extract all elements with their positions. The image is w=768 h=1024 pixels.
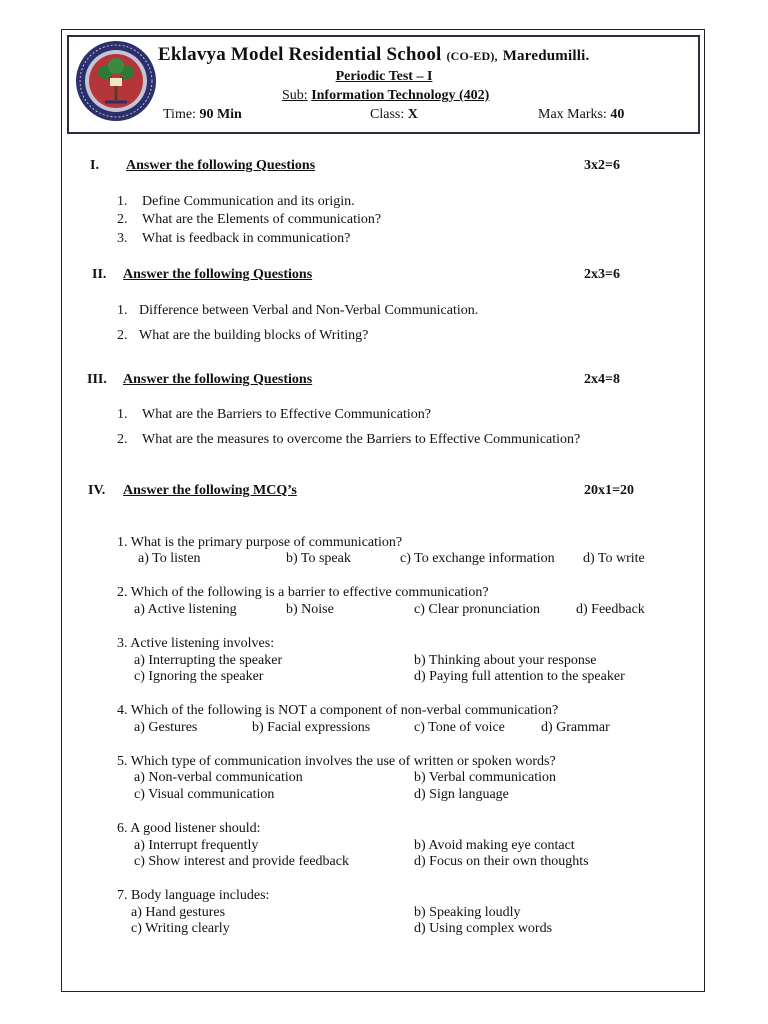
mcq-option: c) Show interest and provide feedback: [134, 854, 349, 869]
question-text: What are the building blocks of Writing?: [139, 328, 369, 343]
time-label: Time:: [163, 107, 196, 122]
section-title: Answer the following MCQ’s: [123, 483, 297, 498]
mcq-option: a) Hand gestures: [131, 905, 226, 920]
mcq-option: a) Gestures: [134, 720, 198, 735]
section-marks: 2x4=8: [584, 372, 620, 387]
mcq-option: c) Writing clearly: [131, 921, 230, 936]
section-number: I.: [90, 158, 99, 173]
mcq-option: d) Paying full attention to the speaker: [414, 669, 625, 684]
section-marks: 3x2=6: [584, 158, 620, 173]
mcq-option: b) Verbal communication: [414, 770, 557, 785]
mcq-question: 6. A good listener should:: [117, 821, 261, 836]
test-name: Periodic Test – I: [335, 69, 433, 84]
school-location: Maredumilli.: [502, 48, 590, 64]
section-marks: 2x3=6: [584, 267, 620, 282]
section-title: Answer the following Questions: [123, 372, 313, 387]
question-text: Difference between Verbal and Non-Verbal Communication.: [139, 303, 479, 318]
school-type: (CO-ED),: [446, 49, 498, 63]
question-number: 1.: [117, 303, 128, 318]
question-number: 1.: [117, 194, 128, 209]
mcq-option: a) Non-verbal communication: [134, 770, 303, 785]
question-text: What are the measures to overcome the Barriers to Effective Communication?: [142, 432, 581, 447]
question-number: 2.: [117, 328, 128, 343]
mcq-option: d) Feedback: [576, 602, 645, 617]
question-number: 3.: [117, 231, 128, 246]
mcq-question: 4. Which of the following is NOT a component of non-verbal communication?: [117, 703, 559, 718]
marks-value: 40: [610, 107, 625, 122]
mcq-question: 1. What is the primary purpose of communication?: [117, 535, 403, 550]
mcq-option: d) To write: [583, 551, 645, 566]
question-text: What are the Barriers to Effective Communication?: [142, 407, 431, 422]
mcq-option: b) Avoid making eye contact: [414, 838, 575, 853]
section-marks: 20x1=20: [584, 483, 634, 498]
school-name: Eklavya Model Residential School: [158, 44, 442, 65]
class-value: X: [407, 107, 418, 122]
mcq-option: d) Focus on their own thoughts: [414, 854, 589, 869]
mcq-option: b) Thinking about your response: [414, 653, 597, 668]
mcq-option: b) Speaking loudly: [414, 905, 521, 920]
class-label: Class:: [370, 107, 405, 122]
mcq-question: 2. Which of the following is a barrier to effective communication?: [117, 585, 489, 600]
section-number: III.: [87, 372, 107, 387]
mcq-question: 7. Body language includes:: [117, 888, 270, 903]
marks-label: Max Marks:: [538, 107, 607, 122]
mcq-question: 3. Active listening involves:: [117, 636, 275, 651]
mcq-option: d) Grammar: [541, 720, 610, 735]
section-title: Answer the following Questions: [126, 158, 316, 173]
mcq-option: b) Noise: [286, 602, 334, 617]
mcq-option: a) Interrupt frequently: [134, 838, 259, 853]
mcq-option: a) Active listening: [134, 602, 237, 617]
question-number: 2.: [117, 212, 128, 227]
time-info: [163, 107, 242, 123]
time-value: 90 Min: [199, 107, 242, 122]
school-name-line: [158, 44, 589, 66]
mcq-question: 5. Which type of communication involves the use of written or spoken words?: [117, 754, 556, 769]
mcq-option: c) To exchange information: [400, 551, 555, 566]
subject-value: Information Technology (402): [311, 88, 490, 103]
subject-line: [282, 88, 489, 104]
mcq-option: c) Ignoring the speaker: [134, 669, 264, 684]
mcq-option: d) Sign language: [414, 787, 509, 802]
mcq-option: a) Interrupting the speaker: [134, 653, 283, 668]
section-number: IV.: [88, 483, 106, 498]
question-text: Define Communication and its origin.: [142, 194, 355, 209]
question-text: What are the Elements of communication?: [142, 212, 382, 227]
mcq-option: c) Tone of voice: [414, 720, 505, 735]
question-text: What is feedback in communication?: [142, 231, 351, 246]
mcq-option: a) To listen: [138, 551, 201, 566]
mcq-option: c) Clear pronunciation: [414, 602, 540, 617]
class-info: [370, 107, 418, 123]
mcq-option: b) Facial expressions: [252, 720, 371, 735]
subject-label: Sub:: [282, 88, 308, 103]
max-marks-info: [538, 107, 624, 123]
section-title: Answer the following Questions: [123, 267, 313, 282]
section-number: II.: [92, 267, 107, 282]
mcq-option: b) To speak: [286, 551, 351, 566]
mcq-option: d) Using complex words: [414, 921, 553, 936]
mcq-option: c) Visual communication: [134, 787, 275, 802]
question-number: 2.: [117, 432, 128, 447]
question-number: 1.: [117, 407, 128, 422]
